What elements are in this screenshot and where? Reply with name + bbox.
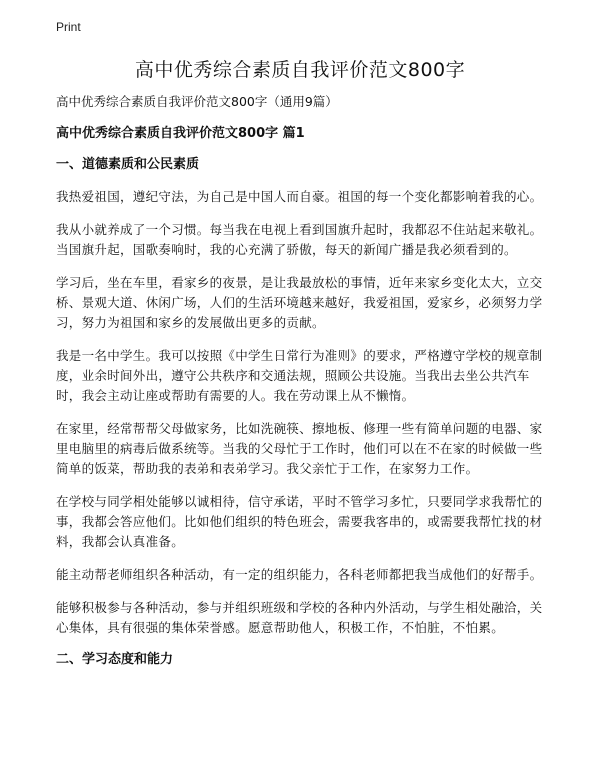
paragraph: 我是一名中学生。我可以按照《中学生日常行为准则》的要求，严格遵守学校的规章制度，业余时间外出，遵守公共秩序和交通法规，照顾公共设施。当我出去坐公共汽车时，我会主动让座或帮助有需要的人。我在劳动课上从不懒惰。 (56, 348, 543, 403)
document-subtitle: 高中优秀综合素质自我评价范文800字（通用9篇） (56, 94, 338, 109)
section-heading-2: 二、学习态度和能力 (56, 652, 174, 667)
document-body (56, 93, 552, 682)
print-link[interactable]: Print (56, 20, 81, 34)
article-heading: 高中优秀综合素质自我评价范文800字 篇1 (56, 126, 305, 141)
paragraph: 我从小就养成了一个习惯。每当我在电视上看到国旗升起时，我都忍不住站起来敬礼。当国旗升起，国歌奏响时，我的心充满了骄傲，每天的新闻广播是我必须看到的。 (56, 222, 543, 257)
paragraph: 能主动帮老师组织各种活动，有一定的组织能力，各科老师都把我当成他们的好帮手。 (56, 567, 543, 582)
paragraph: 在家里，经常帮帮父母做家务，比如洗碗筷、擦地板、修理一些有简单问题的电器、家里电脑里的病毒后做系统等。当我的父母忙于工作时，他们可以在不在家的时候做一些简单的饭菜，帮助我的表弟和表弟学习。我父亲忙于工作，在家努力工作。 (56, 421, 543, 476)
paragraph: 我热爱祖国，遵纪守法，为自己是中国人而自豪。祖国的每一个变化都影响着我的心。 (56, 189, 543, 204)
paragraph: 能够积极参与各种活动，参与并组织班级和学校的各种内外活动，与学生相处融洽，关心集体，具有很强的集体荣誉感。愿意帮助他人，积极工作，不怕脏，不怕累。 (56, 600, 543, 635)
document-title: 高中优秀综合素质自我评价范文800字 (134, 59, 466, 81)
paragraph: 在学校与同学相处能够以诚相待，信守承诺，平时不管学习多忙，只要同学求我帮忙的事，我都会答应他们。比如他们组织的特色班会，需要我客串的，或需要我帮忙找的材料，我都会认真准备。 (56, 494, 543, 549)
paragraph: 学习后，坐在车里，看家乡的夜景，是让我最放松的事情，近年来家乡变化太大，立交桥、景观大道、休闲广场，人们的生活环境越来越好，我爱祖国，爱家乡，必须努力学习，努力为祖国和家乡的发展做出更多的贡献。 (56, 275, 543, 330)
section-heading-1: 一、道德素质和公民素质 (56, 157, 200, 172)
